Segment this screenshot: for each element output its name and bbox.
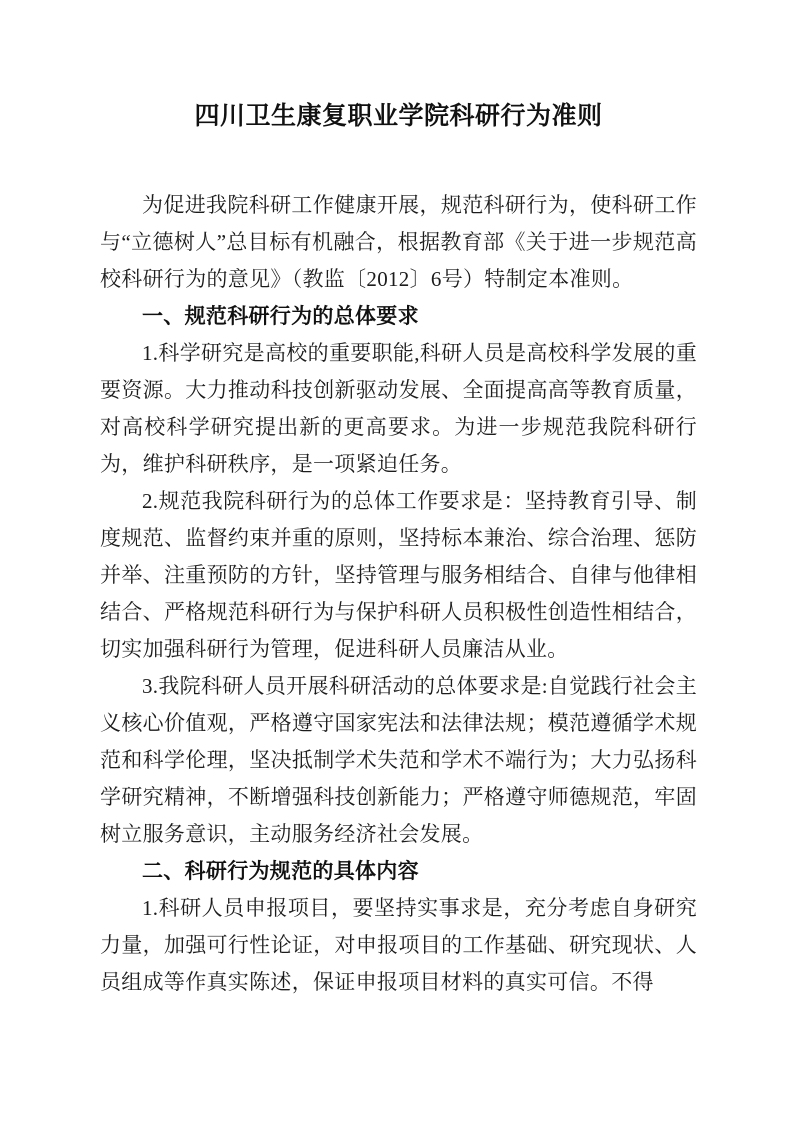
section-1-paragraph-1: 1.科学研究是高校的重要职能,科研人员是高校科学发展的重要资源。大力推动科技创新驱动发展、全面提高高等教育质量，对高校科学研究提出新的更高要求。为进一步规范我院科研行为，维护科研秩序，是一项紧迫任务。 <box>100 341 697 476</box>
section-2-heading: 二、科研行为规范的具体内容 <box>142 860 419 883</box>
section-1-heading: 一、规范科研行为的总体要求 <box>142 305 419 328</box>
section-2-paragraph-1: 1.科研人员申报项目，要坚持实事求是，充分考虑自身研究力量，加强可行性论证，对申报项目的工作基础、研究现状、人员组成等作真实陈述，保证申报项目材料的真实可信。不得 <box>100 896 697 994</box>
section-1-paragraph-3: 3.我院科研人员开展科研活动的总体要求是:自觉践行社会主义核心价值观，严格遵守国家宪法和法律法规；模范遵循学术规范和科学伦理，坚决抵制学术失范和学术不端行为；大力弘扬科学研究精神，不断增强科技创新能力；严格遵守师德规范，牢固树立服务意识，主动服务经济社会发展。 <box>100 674 697 846</box>
document-title: 四川卫生康复职业学院科研行为准则 <box>194 103 603 130</box>
section-1-paragraph-2: 2.规范我院科研行为的总体工作要求是：坚持教育引导、制度规范、监督约束并重的原则，坚持标本兼治、综合治理、惩防并举、注重预防的方针，坚持管理与服务相结合、自律与他律相结合、严格规范科研行为与保护科研人员积极性创造性相结合，切实加强科研行为管理，促进科研人员廉洁从业。 <box>100 489 697 661</box>
paragraph-preamble: 为促进我院科研工作健康开展，规范科研行为，使科研工作与“立德树人”总目标有机融合，根据教育部《关于进一步规范高校科研行为的意见》（教监〔2012〕6号）特制定本准则。 <box>100 193 697 291</box>
